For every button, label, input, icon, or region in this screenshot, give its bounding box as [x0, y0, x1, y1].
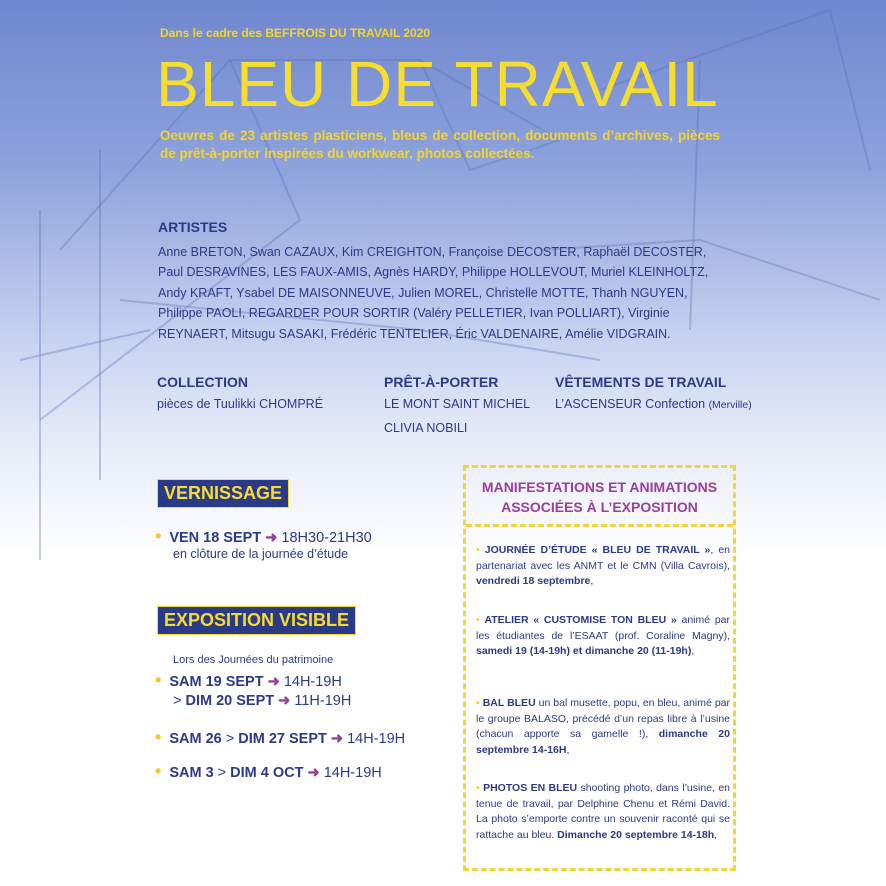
artists-list: [158, 242, 718, 344]
artists-line: Paul DESRAVINES, LES FAUX-AMIS, Agnès HARDY, Philippe HOLLEVOUT, Muriel KLEINHOLTZ,: [158, 265, 709, 280]
item-text: animé par les étudiantes de l’ESAAT (prof. Coraline Magny),: [476, 614, 731, 642]
arrow-right-icon: ➜: [267, 674, 280, 690]
item-end: ,: [691, 645, 695, 658]
slot-time: 14H-19H: [347, 731, 406, 747]
item-text: un bal musette, popu, en bleu, animé par le groupe BALASO, précédé d’un repas libre à l’usine (chacun apporte sa gamelle !),: [476, 697, 731, 741]
bullet-icon: •: [476, 782, 480, 794]
manifestations-title: [466, 477, 733, 517]
bullet-icon: •: [476, 697, 480, 709]
slot-separator: >: [221, 731, 239, 747]
manifestation-item: [476, 613, 730, 660]
bullet-icon: •: [155, 670, 162, 690]
slot-separator: >: [213, 765, 231, 781]
artists-line: Philippe PAOLI, REGARDER POUR SORTIR (Valéry PELLETIER, Ivan POLLIART), Virginie: [158, 306, 670, 321]
vetements-location: (Merville): [708, 399, 752, 411]
artists-line: Andy KRAFT, Ysabel DE MAISONNEUVE, Julien MOREL, Christelle MOTTE, Thanh NGUYEN,: [158, 285, 688, 300]
event-context: Dans le cadre des BEFFROIS DU TRAVAIL 2020: [160, 26, 431, 40]
pret-line: CLIVIA NOBILI: [384, 421, 468, 435]
bullet-icon: •: [155, 727, 162, 747]
arrow-right-icon: ➜: [330, 731, 344, 747]
item-text: shooting photo, dans l’usine, en tenue de travail, par Delphine Chenu et Rémi David. La photo s’emporte contre un souvenir raconté qui se rattache au bleu.: [476, 782, 730, 841]
slot-day: DIM 4 OCT: [230, 765, 304, 781]
vetements-block: [555, 374, 752, 417]
collection-text: pièces de Tuulikki CHOMPRÉ: [157, 397, 324, 411]
item-title: JOURNÉE D’ÉTUDE « BLEU DE TRAVAIL »: [484, 544, 711, 556]
item-end: ,: [590, 575, 594, 588]
arrow-right-icon: ➜: [265, 530, 278, 546]
exposition-slot: [155, 727, 405, 748]
vetements-heading: VÊTEMENTS DE TRAVAIL: [555, 374, 727, 390]
artists-line: REYNAERT, Mitsugu SASAKI, Frédéric TENTELIER, Éric VALDENAIRE, Amélie VIDGRAIN.: [158, 326, 671, 341]
exposition-label: EXPOSITION VISIBLE: [157, 606, 356, 635]
artists-heading: ARTISTES: [158, 219, 228, 235]
exposition-slot: [173, 693, 351, 709]
vernissage-label: VERNISSAGE: [157, 479, 289, 508]
item-title: ATELIER « CUSTOMISE TON BLEU »: [484, 614, 677, 626]
manifestations-box: [463, 465, 736, 871]
slot-day: SAM 26: [169, 731, 222, 747]
manifestation-item: [476, 781, 730, 843]
collection-heading: COLLECTION: [157, 374, 248, 390]
vernissage-time: 18H30-21H30: [281, 530, 372, 546]
bullet-icon: •: [155, 761, 162, 781]
manifestation-item: [476, 543, 730, 590]
item-title: PHOTOS EN BLEU: [483, 782, 578, 794]
item-date: dimanche 20 septembre 14-16H: [476, 728, 730, 756]
manifestations-title-line: MANIFESTATIONS ET ANIMATIONS: [481, 479, 718, 495]
slot-time: 14H-19H: [283, 674, 342, 690]
pret-block: [384, 374, 530, 440]
slot-time: 11H-19H: [294, 693, 352, 709]
slot-day: DIM 27 SEPT: [238, 731, 327, 747]
pret-heading: PRÊT-À-PORTER: [384, 374, 499, 390]
manifestation-item: [476, 696, 730, 758]
arrow-right-icon: ➜: [307, 765, 320, 781]
collection-block: [157, 374, 323, 416]
bullet-icon: •: [476, 544, 480, 556]
item-date: vendredi 18 septembre: [476, 575, 591, 588]
vetements-text: L’ASCENSEUR Confection: [555, 397, 706, 411]
pret-line: LE MONT SAINT MICHEL: [384, 397, 531, 411]
slot-day: DIM 20 SEPT: [185, 693, 275, 709]
slot-prefix: >: [173, 693, 186, 709]
vernissage-slot: [155, 526, 372, 547]
vetements-line: [555, 392, 752, 417]
intro-text: Oeuvres de 23 artistes plasticiens, bleus de collection, documents d’archives, pièces de prêt-à-porter inspirées du workwear, photos collectées.: [160, 128, 720, 161]
bullet-icon: •: [476, 614, 480, 626]
exposition-note: Lors des Journées du patrimoine: [173, 654, 334, 666]
vernissage-subtitle: en clôture de la journée d’étude: [173, 547, 349, 561]
exposition-slot: [155, 761, 382, 782]
divider: [466, 524, 733, 527]
vernissage-date: VEN 18 SEPT: [169, 530, 262, 546]
item-end: ,: [714, 828, 718, 841]
item-date: samedi 19 (14-19h) et dimanche 20 (11-19h): [476, 645, 692, 658]
item-title: BAL BLEU: [482, 697, 536, 709]
manifestations-title-line: ASSOCIÉES À L’EXPOSITION: [501, 499, 698, 515]
item-date: Dimanche 20 septembre 14-18h: [557, 828, 715, 841]
slot-day: SAM 19 SEPT: [169, 674, 264, 690]
page-title: BLEU DE TRAVAIL: [156, 48, 719, 120]
item-text: , en partenariat avec les ANMT et le CMN (Villa Cavrois),: [476, 544, 731, 572]
slot-day: SAM 3: [169, 765, 214, 781]
artists-line: Anne BRETON, Swan CAZAUX, Kim CREIGHTON, Françoise DECOSTER, Raphaël DECOSTER,: [158, 245, 707, 259]
slot-time: 14H-19H: [323, 765, 382, 781]
item-end: ,: [566, 743, 570, 756]
bullet-icon: •: [155, 526, 162, 546]
exposition-slot: [155, 670, 342, 691]
arrow-right-icon: ➜: [278, 693, 291, 709]
